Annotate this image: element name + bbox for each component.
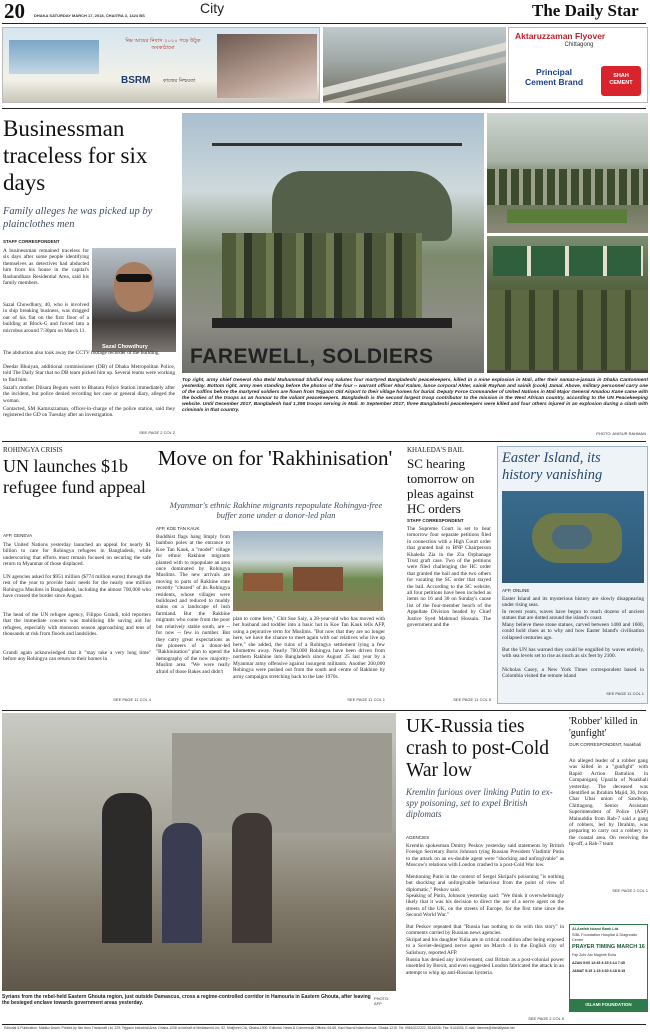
easter-see-page: SEE PAGE 11 COL 1 [606, 691, 644, 696]
rohingya-para2: UN agencies asked for $951 million ($774 million euros) through the rest of the year to provide basic needs for the nearly one million Rohingya Muslims in Bangladesh, including the almost 700,000 who have crossed the border since August. [3, 574, 151, 600]
farewell-caption: Top right, army chief General Abu Belal Muhammad Shafiul Huq salutes four martyred Bangladeshi peacekeepers, killed in a mine explosion in Mali, after their namaz-e-janaza in Dhaka Cantonment yesterday. Bottom right, army men standing before the photos of the four -- warrant officer Abul Kalam, lance corporal Akter, sainik Rayhan and sainik (cook) Jamal. Above, military personnel carry one of the coffins before the martyred soldiers are flown from Tejgaon Old Airport to their village homes for burial. Deputy Force Commander of United Nations in Mali Major General Amadou Kane came with the bodies of the troops as an honour to the valiant peacekeepers. Bangladesh is the second largest troop contributor to the mission in the West African country, according to the UN Peacekeeping website. Until December 2017, Bangladesh had 1,398 troops serving in Mali. In September 2017, three Bangladeshi peacekeepers were killed and four others injured in an explosion during a clash with criminals in that country. [182, 378, 648, 414]
rohingya-headline: UN launches $1b refugee fund appeal [3, 456, 146, 497]
ad-bangla-text: নিম্ন আয়ের নিবাস ২০২০ গড়ে উঠুক অবকাঠামো [125, 38, 201, 51]
rakhine-subhead: Myanmar's ethnic Rakhine migrants repopulate Rohingya-free buffer zone under a donor-led plan [169, 500, 383, 520]
section-title: City [200, 0, 225, 16]
ghouta-photo [2, 713, 396, 991]
prayer-timing-ad[interactable] [569, 924, 648, 1012]
bsrm-logo: BSRM [121, 75, 151, 86]
prayer-subtitle: Fajr Zohr Asr Maghrib Esha [572, 953, 616, 957]
page-number: 20 [4, 0, 25, 23]
easter-byline: AFP, ONLINE [502, 588, 530, 593]
paper-name: The Daily Star [532, 1, 639, 20]
rohingya-kicker: ROHINGYA CRISIS [3, 446, 63, 454]
lead-para5: Sazal's mother Dilsara Begum went to Bhatara Police Station immediately after the incident, but police denied recording her case or general diary, alleged the woman. [3, 385, 175, 404]
ghouta-credit: PHOTO: AFP [374, 996, 390, 1006]
shah-cement-ad[interactable] [508, 27, 648, 103]
bsrm-ad[interactable] [2, 27, 320, 103]
ukrussia-see-page: SEE PAGE 2 COL 5 [528, 1016, 564, 1021]
easter-headline: Easter Island, its history vanishing [502, 450, 603, 483]
prayer-jamat-row: JAMAT 5:15 1:15 4:30 6:18 8:15 [572, 969, 626, 973]
helicopter-photo [182, 113, 484, 373]
rakhine-see-page: SEE PAGE 11 COL 1 [347, 697, 385, 702]
lead-subhead: Family alleges he was picked up by plainclothes men [3, 206, 153, 230]
lead-byline: STAFF CORRESPONDENT [3, 239, 60, 244]
army-chief-photo [487, 113, 648, 233]
flyover-city: Chittagong [564, 42, 594, 48]
foundation-brand: ISLAMI FOUNDATION [585, 1002, 632, 1007]
ukrussia-para3: Speaking of Putin, Johnson yesterday said: "We think it overwhelmingly likely that it was his decision to direct the use of a nerve agent on the streets of the UK, on the streets of Europe, for the first time since the Second World War." [406, 893, 564, 919]
lead-headline: Businessman traceless for six days [3, 116, 148, 195]
rohingya-para1: The United Nations yesterday launched an appeal for nearly $1 billion to care for Rohingya refugees in Bangladesh, while underscoring that efforts must remain focused on securing the safe return to Myanmar of those displaced. [3, 542, 151, 568]
farewell-headline: FAREWELL, SOLDIERS [190, 345, 434, 368]
rakhine-byline: AFP, KOE TAN KAUK [156, 526, 200, 531]
robber-see-page: SEE PAGE 2 COL 1 [612, 888, 648, 893]
easter-body3: Many believe these stone statues, carved between 1400 and 1600, could hold clues as to why and how Easter Island's civilisation collapsed centuries ago. [502, 622, 644, 641]
flyover-title: Aktaruzzaman Flyover [515, 31, 606, 41]
rakhine-headline: Move on for 'Rakhinisation' [157, 446, 393, 470]
farewell-credit: PHOTO: ANISUR RAHMAN [596, 431, 646, 436]
khaleda-body: The Supreme Court is set to hear tomorrow four separate petitions filed in connection with a High Court order that granted bail to BNP Chairperson Khaleda Zia in the Zia Orphanage Trust graft case. Two of the petitions were filed challenging the HC order that granted the bail and the two others for vacating the SC order that stayed the bail. According to the SC website, all four petitions have been included as items no 16 and 30 on Sunday's cause list of the four-member bench of the Appellate Division headed by Chief Justice Syed Mahmud Hossain. The government and the [407, 526, 491, 629]
lead-para1: A businessman remained traceless for six days after some people identifying themselves as detectives had abducted him from his house in the capital's Bashundhara Residential Area, said his family members. [3, 248, 89, 287]
khaleda-headline: SC hearing tomorrow on pleas against HC orders [407, 456, 475, 516]
rohingya-byline: AFP, GENEVA [3, 533, 33, 538]
khaleda-see-page: SEE PAGE 11 COL 5 [453, 697, 491, 702]
robber-headline: 'Robber' killed in 'gunfight' [569, 716, 638, 739]
lead-see-page: SEE PAGE 2 COL 2 [139, 430, 175, 435]
people-photo [217, 34, 317, 98]
sazal-photo [92, 248, 176, 352]
ukrussia-para2: Mentioning Putin in the context of Sergei Skripal's poisoning "is nothing but shocking and unforgivable behaviour from the point of view of diplomatic," Peskov said. [406, 874, 564, 893]
footer-imprint: Editorial & Publication: Mahfuz Anam. Printed by him from Transcraft Ltd, 229, Tejgaon Industrial Area, Dhaka-1208 on behalf of Mediaworld Ltd, 52, Motijheel C/A, Dhaka-1000. Editorial, News & Commercial Offices: 64-65, Kazi Nazrul Islam Avenue, Dhaka-1215. Tel: 09610222222, 8144026; Fax: 9144033; E-mail: dsnews@thedailystar.net [4, 1026, 515, 1030]
easter-body4: But the UN has warned they could be engulfed by waves entirely, with sea levels set to rise as much as six feet by 2100. [502, 647, 644, 660]
easter-body5: Nicholas Casey, a New York Times correspondent based in Colombia visited the remote island [502, 667, 644, 680]
easter-island-photo [502, 491, 644, 583]
prayer-title: PRAYER TIMING MARCH 16 [572, 944, 645, 950]
shah-cement-logo: SHAH CEMENT [601, 66, 641, 96]
ukrussia-para5: Skripal and his daughter Yulia are in critical condition after being exposed to a Soviet-designed nerve agent on March 4 in the English city of Salisbury, reported AFP. [406, 937, 564, 956]
principal-cement-text: Principal Cement Brand [524, 67, 584, 87]
ukrussia-para6: Russia has denied any involvement, cast Britain as a post-colonial power unsettled by Brexit, and even suggested London fabricated the attack in an attempt to whip up anti-Russian hysteria. [406, 957, 564, 976]
islamic-foundation-band [570, 999, 647, 1011]
sazal-caption: Sazal Chowdhury [102, 344, 148, 350]
lead-para2: Sazal Chowdhury, 40, who is involved in ship breaking business, was dragged out of his flat on the first floor of a building at Block-G and forced into a microbus around 7:30pm on March 11. [3, 302, 89, 334]
prayer-azan-row: AZAN 5:00 12:45 4:15 6:14 7:45 [572, 961, 625, 965]
dateline: DHAKA SATURDAY MARCH 17, 2018, CHAITRA 3, 1424 BS [34, 13, 145, 18]
ad-tagline: কাজের নিশ্চয়তা [163, 78, 196, 84]
flyover-photo [323, 27, 506, 103]
khaleda-kicker: KHALEDA'S BAIL [407, 446, 465, 454]
rohingya-para4: Grandi again acknowledged that it "may take a very long time" before any Rohingya can return to their homes in [3, 650, 151, 663]
masthead [0, 0, 650, 24]
easter-box [497, 446, 648, 704]
ukrussia-subhead: Kremlin furious over linking Putin to ex-spy poisoning, set to expel British diplomats [406, 787, 553, 819]
rohingya-see-page: SEE PAGE 11 COL 4 [113, 697, 151, 702]
lead-para4: Deedar Bhuiyan, additional commissioner (DB) of Dhaka Metropolitan Police, told The Daily Star that no DB team picked him up. Several teams were working to find him. [3, 364, 175, 383]
ukrussia-byline: AGENCIES [406, 835, 430, 840]
rakhine-col2b: plan to come here," Chit Sue Saiy, a 28-year-old who has moved with her husband and toddler into a basic hut in Koe Tan Kauk tells AFP, using a pejorative term for Muslims. "But now that they are no longer here, we have the chance to meet again with our relatives who live up here," she added, the ruins of a Rohingya settlement lying a few kilometres away. Nearly 700,000 Rohingya have been driven from northern Rakhine into Bangladesh since August 25 last year by a Myanmar army offensive against insurgent militants. Another 200,000 Rohingya were pushed out from the south and centre of Rakhine by army campaigns stretching back to the late 1970s. [233, 616, 385, 680]
robber-body: An alleged leader of a robber gang was killed in a "gunfight" with Rapid Action Battalion in Companiganj Upazila of Noakhali yesterday. The deceased was identified as Ibrahim Majid, 36, from Char Ubai union of Sandwip, Chittagong. Senior Assistant Superintendent of Police (ASP) Mainuddin from Rab-7 said a gang of robbers, led by Ibrahim, was preparing to carry out a robbery in the coastal area. On receiving the tip-off, a Rab-7 team [569, 758, 648, 848]
ukrussia-para4: But Peskov repeated that "Russia has nothing to do with this story" in comments carried by Russian news agencies. [406, 924, 564, 937]
bank-name: Al-Arafah Islami Bank Ltd. [572, 927, 620, 931]
rohingya-para3: The head of the UN refugee agency, Filippo Grandi, told reporters that the immediate concern was mobilising life saving aid for refugees, especially with monsoon season approaching and tens of thousands at risk from floods and landslides. [3, 612, 151, 638]
ukrussia-para1: Kremlin spokesman Dmitry Peskov yesterday said statements by British Foreign Secretary Boris Johnson tying Russian President Vladimir Putin to the attack on an ex-double agent were "shocking and unforgivable" as Moscow's relations with London crashed to a post-Cold War low. [406, 843, 564, 869]
koe-tan-kauk-photo [233, 531, 383, 611]
hospital-name: SIBL Foundation Hospital & Diagnostic Center [572, 933, 638, 942]
easter-body2: In recent years, waves have begun to reach dozens of ancient statues that are dotted around the island's coast. [502, 609, 644, 622]
khaleda-byline: STAFF CORRESPONDENT [407, 518, 464, 523]
ghouta-caption: Syrians from the rebel-held Eastern Ghouta region, just outside Damascus, cross a regime-controlled corridor in Hamouria in Eastern Ghouta, after leaving the besieged enclave towards government areas yesterday. [2, 994, 371, 1007]
masthead-rule [2, 23, 646, 24]
easter-body1: Easter Island and its mysterious history are slowly disappearing under rising seas. [502, 596, 644, 609]
lead-para6: Contacted, SM Kamruzzaman, officer-in-charge of the police station, said they registered the GD on Tuesday after an investigation. [3, 406, 175, 419]
ukrussia-headline: UK-Russia ties crash to post-Cold War low [406, 716, 549, 781]
bridge-graphic [9, 40, 99, 74]
rakhine-col1: Buddhist flags hang limply from bamboo poles at the entrance to Koe Tan Kauk, a "model" village for ethnic Rakhine migrants planted with to repopulate an area once dominated by Rohingya Muslims. The new arrivals are moving to parts of Rakhine state recently "cleared" of its Rohingya residents, whose villages were bulldozed and reduced to muddy stains on a landscape of lush farmland. But the Rakhine migrants who come from the poor but relatively stable south, are -- for now -- few in number. But they carry great expectations as the pioneers of a donor-led "Rakhinisation" plan to upend the demography of the now majority-Muslim area. "We were really afraid of those Bakes and didn't [156, 534, 230, 675]
robber-byline: OUR CORRESPONDENT, Noakhali [569, 742, 642, 747]
lead-para3: The abduction also took away the CCTV footage recorder of the building. [3, 350, 160, 356]
